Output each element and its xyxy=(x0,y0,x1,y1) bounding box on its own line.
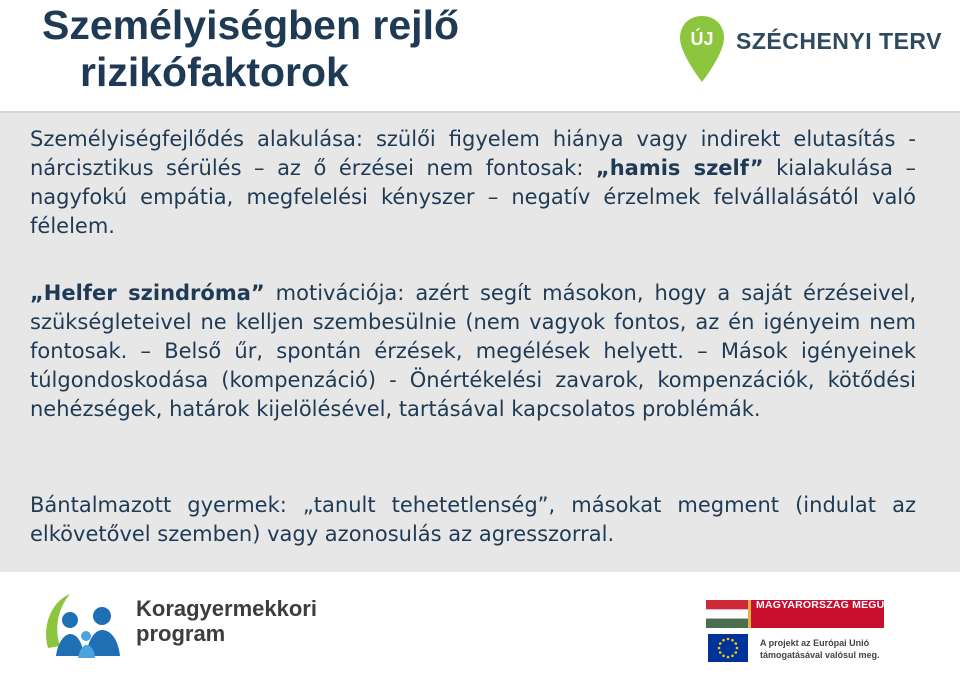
paragraph-helfer-syndrome xyxy=(30,279,916,424)
p2-text: motivációja: azért segít másokon, hogy a saját érzéseivel, szükségleteivel ne kelljen szembesülnie (nem vagyok fontos, az én igényeim nem fontosak. – Belső űr, spontán érzések, megélések helyett. – Mások igényeinek túlgondoskodása (kompenzáció) - Önértékelési zavarok, kompenzációk, kötődési nehézségek, határok kijelölésével, tartásával kapcsolatos problémák. xyxy=(30,281,916,421)
p3-text: Bántalmazott gyermek: „tanult tehetetlenség”, másokat megment (indulat az elkövetővel szemben) vagy azonosulás az agresszorral. xyxy=(30,493,916,546)
paragraph-abused-child xyxy=(30,491,916,549)
szechenyi-terv-logo xyxy=(677,14,942,86)
magyarorszag-megujul-text: MAGYARORSZÁG MEGÚJUL xyxy=(756,599,905,611)
slide-title xyxy=(42,2,459,96)
kgy-line-2: program xyxy=(136,621,226,646)
map-pin-icon xyxy=(677,14,727,84)
eu-flag-icon xyxy=(708,634,748,662)
content-area xyxy=(0,113,960,572)
eu-support-text xyxy=(760,637,880,661)
kgy-program-name xyxy=(136,596,317,646)
p2-bold-term: „Helfer szindróma” xyxy=(30,281,265,305)
family-icon xyxy=(40,588,130,670)
p1-bold-term: „hamis szelf” xyxy=(595,156,764,180)
eu-line-1: A projekt az Európai Unió xyxy=(760,638,870,648)
szt-pin-text: ÚJ xyxy=(690,29,714,49)
slide-header xyxy=(0,0,960,112)
p1-text-a: Személyiségfejlődés alakulása: szülői figyelem hiánya vagy indirekt elutasítás - nárcisztikus sérülés – az ő érzései nem fontosak: xyxy=(30,127,916,180)
p1-text-b: kialakulása – nagyfokú empátia, megfelelési kényszer – negatív érzelmek felvállalásától való félelem. xyxy=(30,156,916,238)
title-line-2: rizikófaktorok xyxy=(80,49,349,95)
koragyermekkori-program-logo xyxy=(40,588,340,668)
eu-support-logos xyxy=(706,592,946,672)
title-line-1: Személyiségben rejlő xyxy=(42,2,460,48)
slide-footer xyxy=(0,572,960,673)
kgy-line-1: Koragyermekkori xyxy=(136,596,317,621)
eu-line-2: támogatásával valósul meg. xyxy=(760,650,880,660)
szt-name: SZÉCHENYI TERV xyxy=(736,28,942,54)
paragraph-personality-development xyxy=(30,125,916,241)
